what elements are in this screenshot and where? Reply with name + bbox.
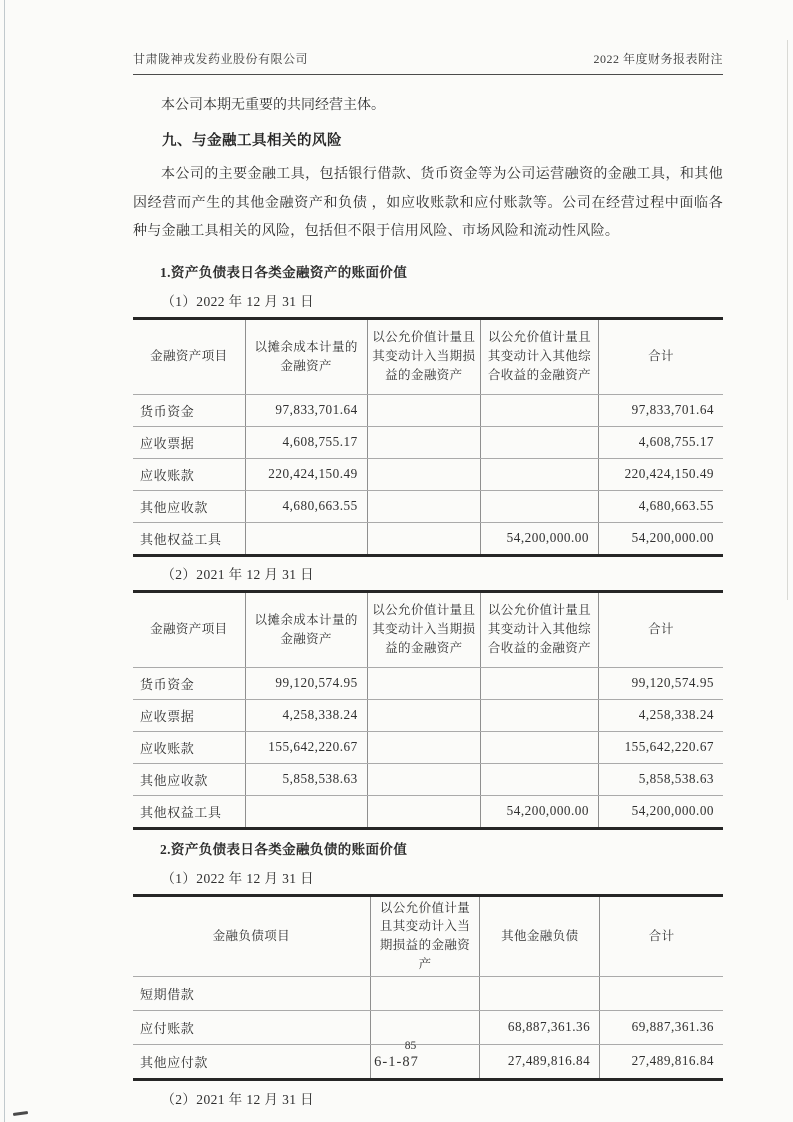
cell-value (480, 699, 598, 731)
page-footer (0, 1040, 793, 1071)
row-label: 货币资金 (133, 667, 245, 699)
column-header-fvoci: 以公允价值计量且其变动计入其他综合收益的金融资产 (480, 318, 598, 394)
row-label: 应收账款 (133, 731, 245, 763)
cell-value (367, 699, 480, 731)
column-header-total: 合计 (600, 895, 723, 976)
assets-2022-date-label: （1）2022 年 12 月 31 日 (161, 293, 315, 309)
row-label: 短期借款 (133, 976, 370, 1010)
cell-value: 4,680,663.55 (598, 490, 723, 522)
table-row (133, 731, 723, 763)
scan-edge-left (4, 0, 5, 1122)
cell-value: 155,642,220.67 (598, 731, 723, 763)
column-header-total: 合计 (598, 318, 723, 394)
assets-2021-date-label: （2）2021 年 12 月 31 日 (161, 566, 315, 582)
column-header-item: 金融负债项目 (133, 895, 370, 976)
financial-assets-table-2022 (133, 317, 723, 557)
cell-value (480, 394, 598, 426)
cell-value (480, 731, 598, 763)
cell-value (245, 522, 367, 555)
table-row (133, 763, 723, 795)
subsection-1-title: 1.资产负债表日各类金融资产的账面价值 (160, 264, 408, 280)
table-row (133, 795, 723, 828)
cell-value: 5,858,538.63 (245, 763, 367, 795)
table-row (133, 667, 723, 699)
cell-value (367, 667, 480, 699)
financial-assets-table-2021 (133, 590, 723, 830)
table-row (133, 394, 723, 426)
row-label: 应收票据 (133, 426, 245, 458)
cell-value (245, 795, 367, 828)
column-header-fvtpl: 以公允价值计量且其变动计入当期损益的金融资产 (370, 895, 480, 976)
table-header-row (133, 895, 723, 976)
table-row (133, 1010, 723, 1044)
cell-value (600, 976, 723, 1010)
cell-value (480, 458, 598, 490)
page-content (133, 0, 723, 1108)
cell-value: 220,424,150.49 (245, 458, 367, 490)
column-header-total: 合计 (598, 591, 723, 667)
page-number: 85 (404, 1040, 417, 1052)
cell-value: 99,120,574.95 (245, 667, 367, 699)
cell-value: 69,887,361.36 (600, 1010, 723, 1044)
cell-value (370, 976, 480, 1010)
cell-value (367, 394, 480, 426)
cell-value: 99,120,574.95 (598, 667, 723, 699)
column-header-amortized-cost: 以摊余成本计量的金融资产 (245, 318, 367, 394)
cell-value (367, 426, 480, 458)
scan-artifact-mark (13, 1111, 28, 1116)
column-header-item: 金融资产项目 (133, 591, 245, 667)
table-header-row (133, 318, 723, 394)
table-row (133, 976, 723, 1010)
cell-value: 4,258,338.24 (598, 699, 723, 731)
cell-value (480, 426, 598, 458)
row-label: 货币资金 (133, 394, 245, 426)
risk-paragraph: 本公司的主要金融工具，包括银行借款、货币资金等为公司运营融资的金融工具，和其他因经营而产生的其他金融资产和负债 ，如应收账款和应付账款等。公司在经营过程中面临各种与金融工具相关的风险，包括但不限于信用风险、市场风险和流动性风险。 (133, 167, 723, 239)
scan-edge-right (787, 40, 788, 600)
cell-value (367, 763, 480, 795)
table-row (133, 699, 723, 731)
cell-value (367, 795, 480, 828)
liabilities-2021-date-label: （2）2021 年 12 月 31 日 (161, 1091, 315, 1107)
cell-value (367, 731, 480, 763)
subsection-2-title: 2.资产负债表日各类金融负债的账面价值 (160, 841, 408, 857)
row-label: 其他应付款 (133, 1044, 370, 1079)
liabilities-2022-date-label: （1）2022 年 12 月 31 日 (161, 870, 315, 886)
cell-value: 97,833,701.64 (598, 394, 723, 426)
document-code: 6-1-87 (374, 1053, 419, 1070)
table-row (133, 490, 723, 522)
row-label: 其他权益工具 (133, 522, 245, 555)
column-header-item: 金融资产项目 (133, 318, 245, 394)
row-label: 应付账款 (133, 1010, 370, 1044)
cell-value: 54,200,000.00 (598, 522, 723, 555)
row-label: 其他应收款 (133, 763, 245, 795)
cell-value (367, 522, 480, 555)
cell-value: 68,887,361.36 (480, 1010, 600, 1044)
cell-value: 54,200,000.00 (598, 795, 723, 828)
cell-value: 54,200,000.00 (480, 795, 598, 828)
section-heading: 九、与金融工具相关的风险 (162, 133, 342, 149)
cell-value: 220,424,150.49 (598, 458, 723, 490)
cell-value: 4,608,755.17 (245, 426, 367, 458)
column-header-fvtpl: 以公允价值计量且其变动计入当期损益的金融资产 (367, 318, 480, 394)
row-label: 应收账款 (133, 458, 245, 490)
cell-value: 27,489,816.84 (600, 1044, 723, 1079)
row-label: 应收票据 (133, 699, 245, 731)
row-label: 其他应收款 (133, 490, 245, 522)
table-row (133, 458, 723, 490)
row-label: 其他权益工具 (133, 795, 245, 828)
cell-value: 54,200,000.00 (480, 522, 598, 555)
cell-value (367, 458, 480, 490)
cell-value (480, 667, 598, 699)
cell-value (480, 763, 598, 795)
document-header (133, 0, 723, 75)
column-header-fvtpl: 以公允价值计量且其变动计入当期损益的金融资产 (367, 591, 480, 667)
table-row (133, 426, 723, 458)
report-title: 2022 年度财务报表附注 (593, 52, 723, 66)
cell-value (480, 976, 600, 1010)
cell-value: 97,833,701.64 (245, 394, 367, 426)
column-header-other-liabilities: 其他金融负债 (480, 895, 600, 976)
cell-value: 4,608,755.17 (598, 426, 723, 458)
table-header-row (133, 591, 723, 667)
cell-value: 27,489,816.84 (480, 1044, 600, 1079)
cell-value (370, 1010, 480, 1044)
column-header-amortized-cost: 以摊余成本计量的金融资产 (245, 591, 367, 667)
cell-value (480, 490, 598, 522)
cell-value: 155,642,220.67 (245, 731, 367, 763)
cell-value: 4,680,663.55 (245, 490, 367, 522)
column-header-fvoci: 以公允价值计量且其变动计入其他综合收益的金融资产 (480, 591, 598, 667)
cell-value (367, 490, 480, 522)
cell-value: 4,258,338.24 (245, 699, 367, 731)
intro-text: 本公司本期无重要的共同经营主体。 (161, 98, 385, 113)
table-row (133, 522, 723, 555)
company-name: 甘肃陇神戎发药业股份有限公司 (133, 52, 309, 66)
cell-value: 5,858,538.63 (598, 763, 723, 795)
